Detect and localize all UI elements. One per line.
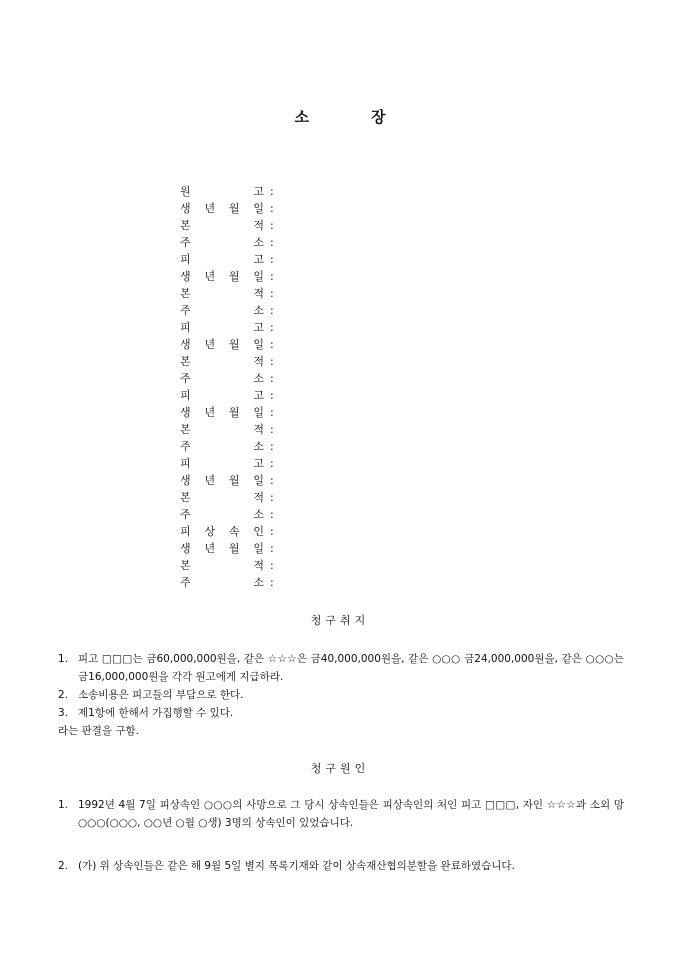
claim-text: 제1항에 한해서 가집행할 수 있다. — [78, 707, 234, 719]
party-label-char: 적 — [253, 423, 264, 436]
party-colon: : — [270, 236, 274, 249]
party-list — [180, 183, 380, 591]
party-colon: : — [270, 491, 274, 504]
party-label — [180, 421, 264, 438]
party-colon: : — [270, 202, 274, 215]
party-label-char: 속 — [228, 525, 240, 538]
party-label — [180, 387, 264, 404]
party-label-char: 주 — [180, 236, 191, 249]
party-row — [180, 421, 380, 438]
party-colon: : — [270, 474, 274, 487]
party-label-char: 적 — [253, 287, 264, 300]
party-label-char: 소 — [253, 304, 264, 317]
party-label-char: 생 — [180, 338, 191, 351]
party-label-char: 피 — [180, 389, 191, 402]
party-row — [180, 506, 380, 523]
party-row — [180, 540, 380, 557]
party-colon: : — [270, 270, 274, 283]
claims-heading: 청구취지 — [310, 614, 370, 627]
party-colon: : — [270, 576, 274, 589]
party-row — [180, 438, 380, 455]
party-colon: : — [270, 508, 274, 521]
claim-item — [58, 650, 624, 686]
party-colon: : — [270, 542, 274, 555]
party-label — [180, 200, 264, 217]
party-label-char: 피 — [180, 321, 191, 334]
party-row — [180, 557, 380, 574]
party-label-char: 소 — [253, 236, 264, 249]
claims-closing: 라는 판결을 구함. — [58, 725, 140, 737]
party-label-char: 생 — [180, 542, 191, 555]
party-label-char: 월 — [228, 542, 240, 555]
party-label-char: 월 — [228, 338, 240, 351]
party-row — [180, 455, 380, 472]
party-label — [180, 438, 264, 455]
party-colon: : — [270, 219, 274, 232]
party-label — [180, 557, 264, 574]
title-char-left: 소 — [294, 108, 309, 126]
party-label-char: 상 — [204, 525, 216, 538]
party-label-char: 적 — [253, 491, 264, 504]
party-row — [180, 183, 380, 200]
party-label-char: 주 — [180, 372, 191, 385]
party-colon: : — [270, 372, 274, 385]
party-label-char: 본 — [180, 355, 191, 368]
party-label — [180, 523, 264, 540]
party-row — [180, 234, 380, 251]
party-label-char: 원 — [180, 185, 191, 198]
party-label-char: 일 — [253, 270, 264, 283]
party-colon: : — [270, 406, 274, 419]
party-colon: : — [270, 338, 274, 351]
party-row — [180, 336, 380, 353]
party-label-char: 고 — [253, 185, 264, 198]
party-label-char: 소 — [253, 576, 264, 589]
party-label — [180, 489, 264, 506]
party-colon: : — [270, 525, 274, 538]
party-label-char: 주 — [180, 576, 191, 589]
party-label-char: 년 — [204, 270, 216, 283]
cause-number: 1. — [58, 799, 69, 811]
party-row — [180, 200, 380, 217]
party-label-char: 일 — [253, 542, 264, 555]
party-label — [180, 285, 264, 302]
party-colon: : — [270, 321, 274, 334]
document-title — [0, 106, 680, 127]
party-label-char: 고 — [253, 457, 264, 470]
claim-text: 소송비용은 피고들의 부담으로 한다. — [78, 689, 244, 701]
party-label-char: 고 — [253, 321, 264, 334]
claim-number: 3. — [58, 707, 69, 719]
party-label-char: 본 — [180, 491, 191, 504]
causes-section — [58, 796, 624, 900]
party-label-char: 소 — [253, 372, 264, 385]
party-row — [180, 268, 380, 285]
party-label-char: 일 — [253, 202, 264, 215]
party-label-char: 인 — [253, 525, 264, 538]
party-label-char: 년 — [204, 542, 216, 555]
cause-text: (가) 위 상속인들은 같은 해 9월 5일 별지 목록기재와 같이 상속재산협의분할을 완료하였습니다. — [78, 860, 515, 872]
party-label-char: 년 — [204, 406, 216, 419]
party-label-char: 월 — [228, 202, 240, 215]
party-label-char: 소 — [253, 508, 264, 521]
party-label — [180, 217, 264, 234]
title-char-right: 장 — [371, 108, 386, 126]
party-label — [180, 251, 264, 268]
party-colon: : — [270, 253, 274, 266]
party-label-char: 피 — [180, 253, 191, 266]
party-label-char: 월 — [228, 474, 240, 487]
party-label — [180, 404, 264, 421]
party-label-char: 일 — [253, 406, 264, 419]
party-label-char: 주 — [180, 440, 191, 453]
party-label-char: 생 — [180, 474, 191, 487]
party-row — [180, 472, 380, 489]
party-label-char: 주 — [180, 304, 191, 317]
party-label-char: 생 — [180, 270, 191, 283]
cause-number: 2. — [58, 860, 69, 872]
party-label — [180, 319, 264, 336]
party-label-char: 본 — [180, 219, 191, 232]
party-label — [180, 540, 264, 557]
party-label-char: 생 — [180, 406, 191, 419]
party-label-char: 피 — [180, 457, 191, 470]
party-row — [180, 404, 380, 421]
party-colon: : — [270, 389, 274, 402]
party-label-char: 본 — [180, 559, 191, 572]
party-label-char: 본 — [180, 287, 191, 300]
party-colon: : — [270, 304, 274, 317]
party-label-char: 적 — [253, 219, 264, 232]
party-label — [180, 268, 264, 285]
party-label — [180, 370, 264, 387]
party-label-char: 고 — [253, 253, 264, 266]
claim-number: 1. — [58, 653, 69, 665]
party-label — [180, 336, 264, 353]
party-label-char: 일 — [253, 474, 264, 487]
party-label-char: 적 — [253, 559, 264, 572]
party-label-char: 소 — [253, 440, 264, 453]
party-row — [180, 574, 380, 591]
party-label-char: 고 — [253, 389, 264, 402]
party-label-char: 년 — [204, 202, 216, 215]
claim-number: 2. — [58, 689, 69, 701]
party-colon: : — [270, 457, 274, 470]
party-colon: : — [270, 355, 274, 368]
party-row — [180, 251, 380, 268]
party-row — [180, 387, 380, 404]
party-label — [180, 574, 264, 591]
claim-item — [58, 686, 624, 704]
party-colon: : — [270, 185, 274, 198]
party-row — [180, 523, 380, 540]
party-label-char: 적 — [253, 355, 264, 368]
cause-item — [58, 796, 624, 832]
cause-text: 1992년 4월 7일 피상속인 ○○○의 사망으로 그 당시 상속인들은 피상속인의 처인 피고 □□□, 자인 ☆☆☆과 소외 망 ○○○(○○○, ○○년 ○월 ○생) 3명의 상속인이 있었습니다. — [78, 799, 624, 829]
claim-text: 피고 □□□는 금60,000,000원을, 같은 ☆☆☆은 금40,000,000원을, 같은 ○○○ 금24,000,000원을, 같은 ○○○는 금16,000,000원을 각각 원고에게 지급하라. — [78, 653, 624, 683]
party-label — [180, 183, 264, 200]
party-row — [180, 217, 380, 234]
party-label-char: 주 — [180, 508, 191, 521]
party-label — [180, 455, 264, 472]
party-label-char: 일 — [253, 338, 264, 351]
party-label — [180, 302, 264, 319]
party-label-char: 년 — [204, 474, 216, 487]
causes-heading: 청구원인 — [310, 762, 370, 775]
party-colon: : — [270, 423, 274, 436]
party-label-char: 본 — [180, 423, 191, 436]
party-label — [180, 353, 264, 370]
party-colon: : — [270, 559, 274, 572]
party-label — [180, 472, 264, 489]
party-label — [180, 506, 264, 523]
party-label-char: 생 — [180, 202, 191, 215]
party-row — [180, 353, 380, 370]
party-row — [180, 489, 380, 506]
party-label-char: 월 — [228, 270, 240, 283]
party-row — [180, 370, 380, 387]
party-label-char: 월 — [228, 406, 240, 419]
party-label-char: 년 — [204, 338, 216, 351]
party-colon: : — [270, 440, 274, 453]
party-label-char: 피 — [180, 525, 191, 538]
claim-item — [58, 704, 624, 722]
party-row — [180, 285, 380, 302]
party-colon: : — [270, 287, 274, 300]
claims-section — [58, 650, 624, 740]
party-row — [180, 319, 380, 336]
party-label — [180, 234, 264, 251]
party-row — [180, 302, 380, 319]
cause-item — [58, 857, 624, 875]
